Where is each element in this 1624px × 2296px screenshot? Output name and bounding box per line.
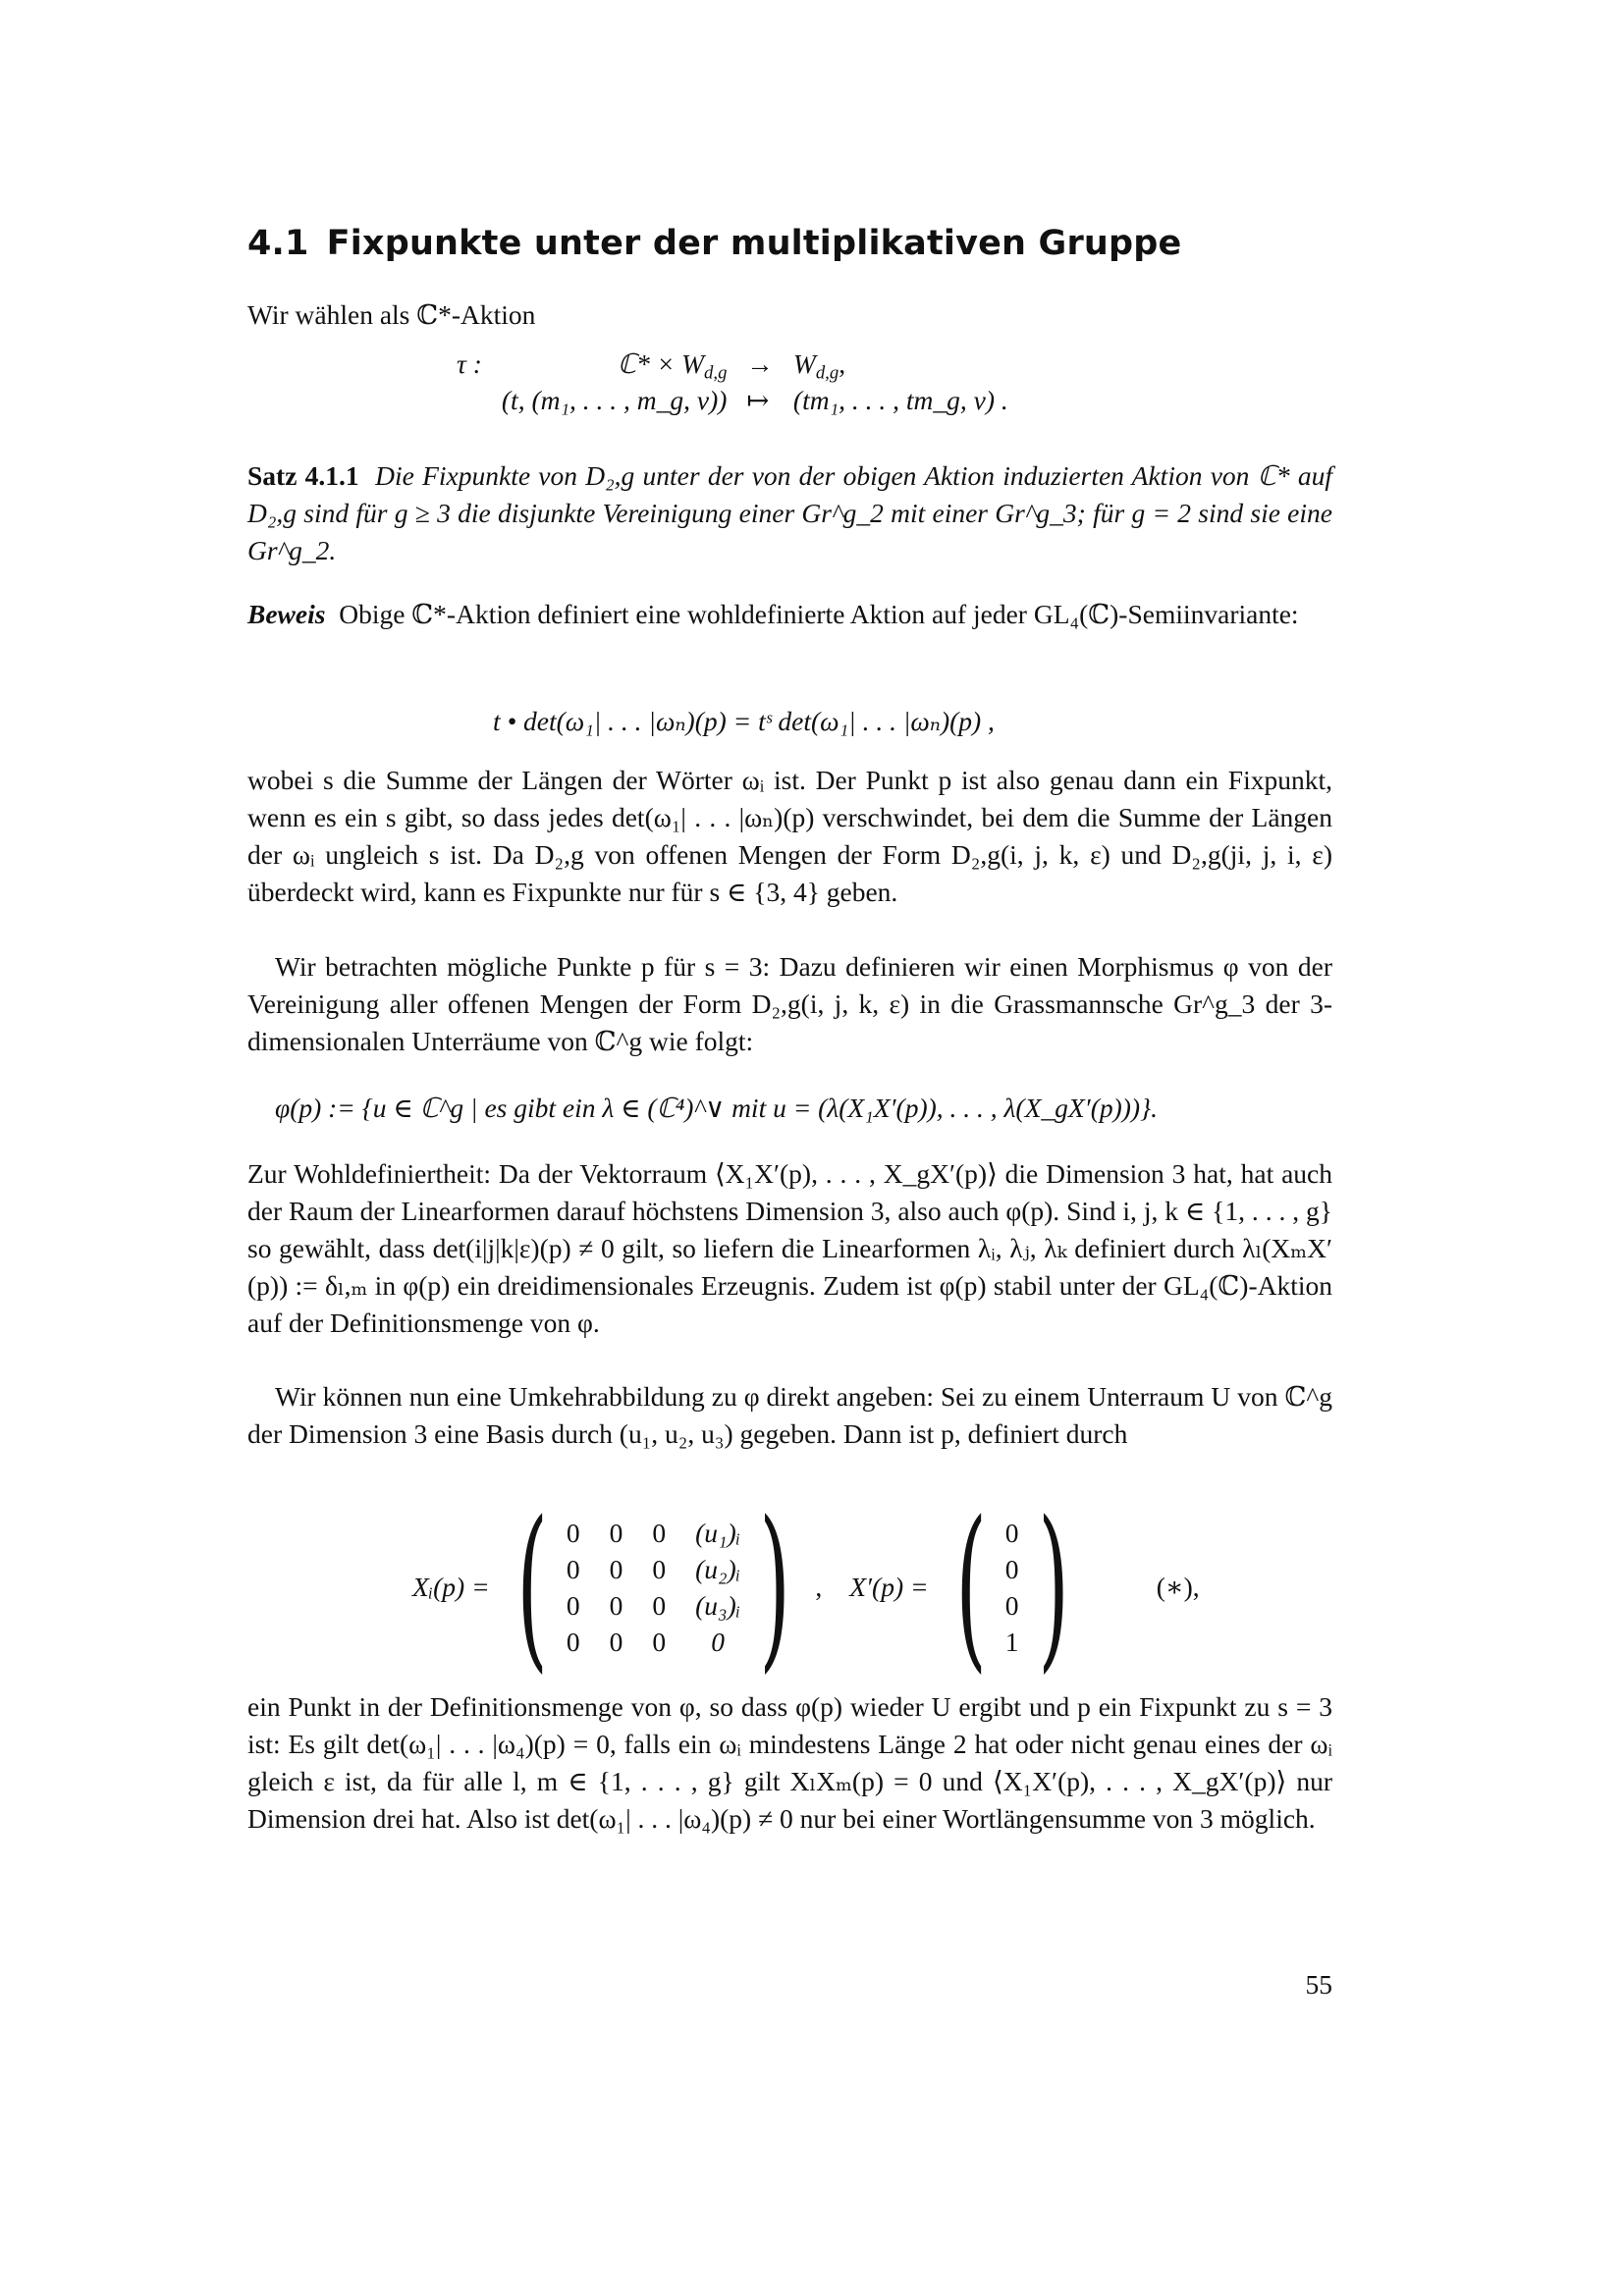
matrix-cell: 0: [711, 1627, 725, 1657]
paragraph-2: [247, 948, 1332, 1060]
paragraph-1: [247, 762, 1332, 911]
tau-arrow1: →: [746, 348, 774, 379]
tau-row1-left: ℂ* × $W_{d,g}$: [617, 348, 728, 384]
beweis-text: Obige ℂ*-Aktion definiert eine wohldefinierte Aktion auf jeder GL₄(ℂ)-Semiinvariante:: [339, 599, 1299, 629]
matrix-cell: 0: [609, 1590, 623, 1621]
matrix-cell: 0: [609, 1627, 623, 1657]
vector-cell: 1: [1004, 1627, 1019, 1657]
paragraph-5-text: ein Punkt in der Definitionsmenge von φ, so dass φ(p) wieder U ergibt und p ein Fixpunkt zu s = 3 ist: Es gilt det(ω₁| . . . |ω₄)(p) = 0, falls ein ωᵢ mindestens Länge 2 hat oder nicht genau eines der ωᵢ gleich ε ist, da für alle l, m ∈ {1, . . . , g} gilt XₗXₘ(p) = 0 und ⟨X₁X′(p), . . . , X_gX′(p)⟩ nur Dimension drei hat. Also ist det(ω₁| . . . |ω₄)(p) ≠ 0 nur bei einer Wortlängensumme von 3 möglich.: [247, 1691, 1332, 1834]
satz-label: Satz 4.1.1: [247, 460, 359, 491]
tau-map-display: [447, 346, 1018, 418]
equation-phi: φ(p) := {u ∈ ℂ^g | es gibt ein λ ∈ (ℂ⁴)^∨ mit u = (λ(X₁X′(p)), . . . , λ(X_gX′(p)))}.: [275, 1093, 1158, 1123]
matrix-cell: (u₂)ᵢ: [695, 1554, 741, 1584]
paragraph-1-text: wobei s die Summe der Längen der Wörter ωᵢ ist. Der Punkt p ist also genau dann ein Fixpunkt, wenn es ein s gibt, so dass jedes det(ω₁| . . . |ωₙ)(p) verschwindet, bei dem die Summe der Längen der ωᵢ ungleich s ist. Da D₂,g von offenen Mengen der Form D₂,g(i, j, k, ε) und D₂,g(ji, j, i, ε) überdeckt wird, kann es Fixpunkte nur für s ∈ {3, 4} geben.: [247, 765, 1332, 907]
paragraph-3: [247, 1155, 1332, 1342]
matrix-cell: 0: [652, 1590, 667, 1621]
section-title: Fixpunkte unter der multiplikativen Gruppe: [326, 224, 1182, 263]
matrix-equation: [412, 1484, 1200, 1689]
matrix-cell: (u₁)ᵢ: [695, 1518, 741, 1548]
vector-cell: 0: [1004, 1518, 1019, 1548]
matrix-cell: 0: [566, 1518, 580, 1548]
matrix-x: ( 0 0 0 (u₁)ᵢ 0 0 0 (u₂)ᵢ 0 0 0 (u₃)ᵢ 0 0 0 0 ): [515, 1484, 791, 1689]
equation-det: t • det(ω₁| . . . |ωₙ)(p) = tˢ det(ω₁| . . . |ωₙ)(p) ,: [493, 706, 995, 736]
matrix-cell: 0: [566, 1627, 580, 1657]
beweis-block: [247, 596, 1332, 633]
tau-row1-right: $W_{d,g}$,: [792, 348, 846, 384]
matrix-cell: 0: [652, 1518, 667, 1548]
matrix-cell: 0: [609, 1554, 623, 1584]
matrix-cell: 0: [566, 1554, 580, 1584]
intro-text: Wir wählen als ℂ*-Aktion: [247, 299, 536, 330]
matrix-x-grid: [567, 1515, 740, 1660]
vector-cell: 0: [1004, 1554, 1019, 1584]
tau-name: τ :: [457, 348, 482, 379]
matrix-cell: 0: [652, 1627, 667, 1657]
matrix-cell: (u₃)ᵢ: [695, 1590, 741, 1621]
vector-xprime: ( 0 0 0 1 ): [954, 1484, 1069, 1689]
matrix-lhs: Xᵢ(p) =: [412, 1572, 490, 1602]
intro-line: [247, 296, 1332, 334]
paragraph-3-text: Zur Wohldefiniertheit: Da der Vektorraum ⟨X₁X′(p), . . . , X_gX′(p)⟩ die Dimension 3 hat, hat auch der Raum der Linearformen darauf höchstens Dimension 3, also auch φ(p). Sind i, j, k ∈ {1, . . . , g} so gewählt, dass det(i|j|k|ε)(p) ≠ 0 gilt, so liefern die Linearformen λᵢ, λⱼ, λₖ definiert durch λₗ(XₘX′(p)) := δₗ,ₘ in φ(p) ein dreidimensionales Erzeugnis. Zudem ist φ(p) stabil unter der GL₄(ℂ)-Aktion auf der Definitionsmenge von φ.: [247, 1158, 1332, 1338]
section-heading: [247, 224, 1181, 263]
paragraph-4: [247, 1378, 1332, 1453]
matrix-cell: 0: [652, 1554, 667, 1584]
paragraph-5: [247, 1688, 1332, 1838]
tau-row2-left: (t, (m₁, . . . , m_g, v)): [501, 385, 728, 415]
tau-row2-right: (tm₁, . . . , tm_g, v) .: [792, 385, 1008, 415]
matrix-cell: 0: [566, 1590, 580, 1621]
equation-tag: (∗),: [1156, 1572, 1200, 1602]
matrix-cell: 0: [609, 1518, 623, 1548]
section-number: 4.1: [247, 224, 309, 263]
beweis-label: Beweis: [247, 599, 326, 629]
vector-cell: 0: [1004, 1590, 1019, 1621]
matrix-sep: ,: [815, 1572, 823, 1602]
vector-xprime-grid: [1005, 1515, 1019, 1660]
page-number: 55: [1305, 1969, 1332, 2000]
tau-arrow2: ↦: [746, 385, 770, 415]
satz-text: Die Fixpunkte von D₂,g unter der von der obigen Aktion induzierten Aktion von ℂ* auf D₂,g sind für g ≥ 3 die disjunkte Vereinigung einer Gr^g_2 mit einer Gr^g_3; für g = 2 sind sie eine Gr^g_2.: [247, 460, 1332, 565]
satz-block: [247, 457, 1332, 569]
matrix-lhs2: X′(p) =: [849, 1572, 929, 1602]
paragraph-4-text: Wir können nun eine Umkehrabbildung zu φ direkt angeben: Sei zu einem Unterraum U von ℂ^g der Dimension 3 eine Basis durch (u₁, u₂, u₃) gegeben. Dann ist p, definiert durch: [247, 1381, 1332, 1449]
paragraph-2-text: Wir betrachten mögliche Punkte p für s = 3: Dazu definieren wir einen Morphismus φ von der Vereinigung aller offenen Mengen der Form D₂,g(i, j, k, ε) in die Grassmannsche Gr^g_3 der 3-dimensionalen Unterräume von ℂ^g wie folgt:: [247, 951, 1332, 1056]
